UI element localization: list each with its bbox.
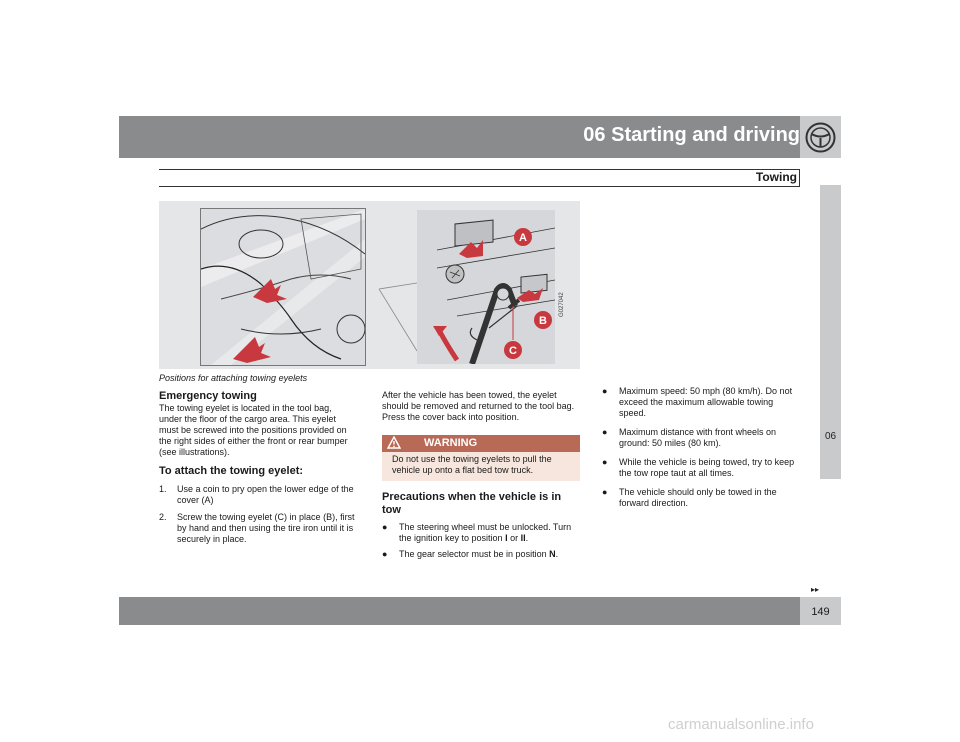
chapter-side-tab[interactable] bbox=[820, 185, 841, 479]
step-1: 1. Use a coin to pry open the lower edge of the cover (A) bbox=[159, 484, 354, 505]
footer-bar bbox=[119, 597, 801, 625]
label-b: B bbox=[539, 315, 547, 327]
warning-box bbox=[382, 435, 580, 481]
watermark[interactable]: carmanualsonline.info bbox=[668, 716, 814, 733]
warning-header bbox=[382, 435, 580, 452]
towing-bullet-1: ● Maximum speed: 50 mph (80 km/h). Do not exceed the maximum allowable towing speed. bbox=[602, 386, 793, 418]
towing-figure bbox=[159, 201, 580, 369]
column-3 bbox=[602, 386, 800, 509]
warning-triangle-icon bbox=[387, 436, 401, 449]
steering-wheel-icon bbox=[804, 121, 837, 154]
column-2-lower bbox=[382, 491, 580, 560]
page-number: 149 bbox=[811, 606, 830, 618]
eyelet-detail-illustration bbox=[417, 210, 555, 364]
logo-box bbox=[800, 116, 841, 158]
intro-paragraph: The towing eyelet is located in the tool bag, under the floor of the cargo area. This eyelet must be screwed into the positions provided on the right sides of either the front or rear bumper (see illustrations). bbox=[159, 403, 348, 457]
towing-bullet-2: ● Maximum distance with front wheels on ground: 50 miles (80 km). bbox=[602, 427, 777, 448]
upper-arrow bbox=[253, 279, 287, 303]
precaution-bullet-1: ● The steering wheel must be unlocked. Turn the ignition key to position I or II. bbox=[382, 522, 572, 543]
step-2: 2. Screw the towing eyelet (C) in place (B), first by hand and then using the tire iron until it is securely in place. bbox=[159, 512, 355, 544]
warning-title: WARNING bbox=[424, 437, 478, 449]
warning-text: Do not use the towing eyelets to pull the vehicle up onto a flat bed tow truck. bbox=[382, 452, 580, 481]
precaution-bullet-2: ● The gear selector must be in position N. bbox=[382, 549, 559, 559]
figure-code: G027042 bbox=[559, 292, 565, 317]
chapter-title: 06 Starting and driving bbox=[583, 124, 800, 146]
label-a: A bbox=[519, 232, 527, 244]
figure-caption: Positions for attaching towing eyelets bbox=[159, 373, 308, 383]
heading-precautions: Precautions when the vehicle is in tow bbox=[382, 491, 562, 516]
side-tab-label: 06 bbox=[824, 431, 837, 442]
column-1 bbox=[159, 390, 357, 545]
towing-bullet-3: ● While the vehicle is being towed, try to keep the tow rope taut at all times. bbox=[602, 457, 795, 478]
heading-emergency-towing: Emergency towing bbox=[159, 390, 257, 402]
heading-attach-eyelet: To attach the towing eyelet: bbox=[159, 465, 304, 477]
section-title: Towing bbox=[755, 170, 797, 184]
towing-bullet-4: ● The vehicle should only be towed in the forward direction. bbox=[602, 487, 777, 508]
section-header-bar bbox=[159, 169, 800, 187]
column-2 bbox=[382, 390, 580, 423]
label-c: C bbox=[509, 345, 517, 357]
after-towing-paragraph: After the vehicle has been towed, the eyelet should be removed and returned to the tool bag. Press the cover back into position. bbox=[382, 390, 575, 422]
continue-arrows-icon: ▸▸ bbox=[811, 585, 820, 594]
